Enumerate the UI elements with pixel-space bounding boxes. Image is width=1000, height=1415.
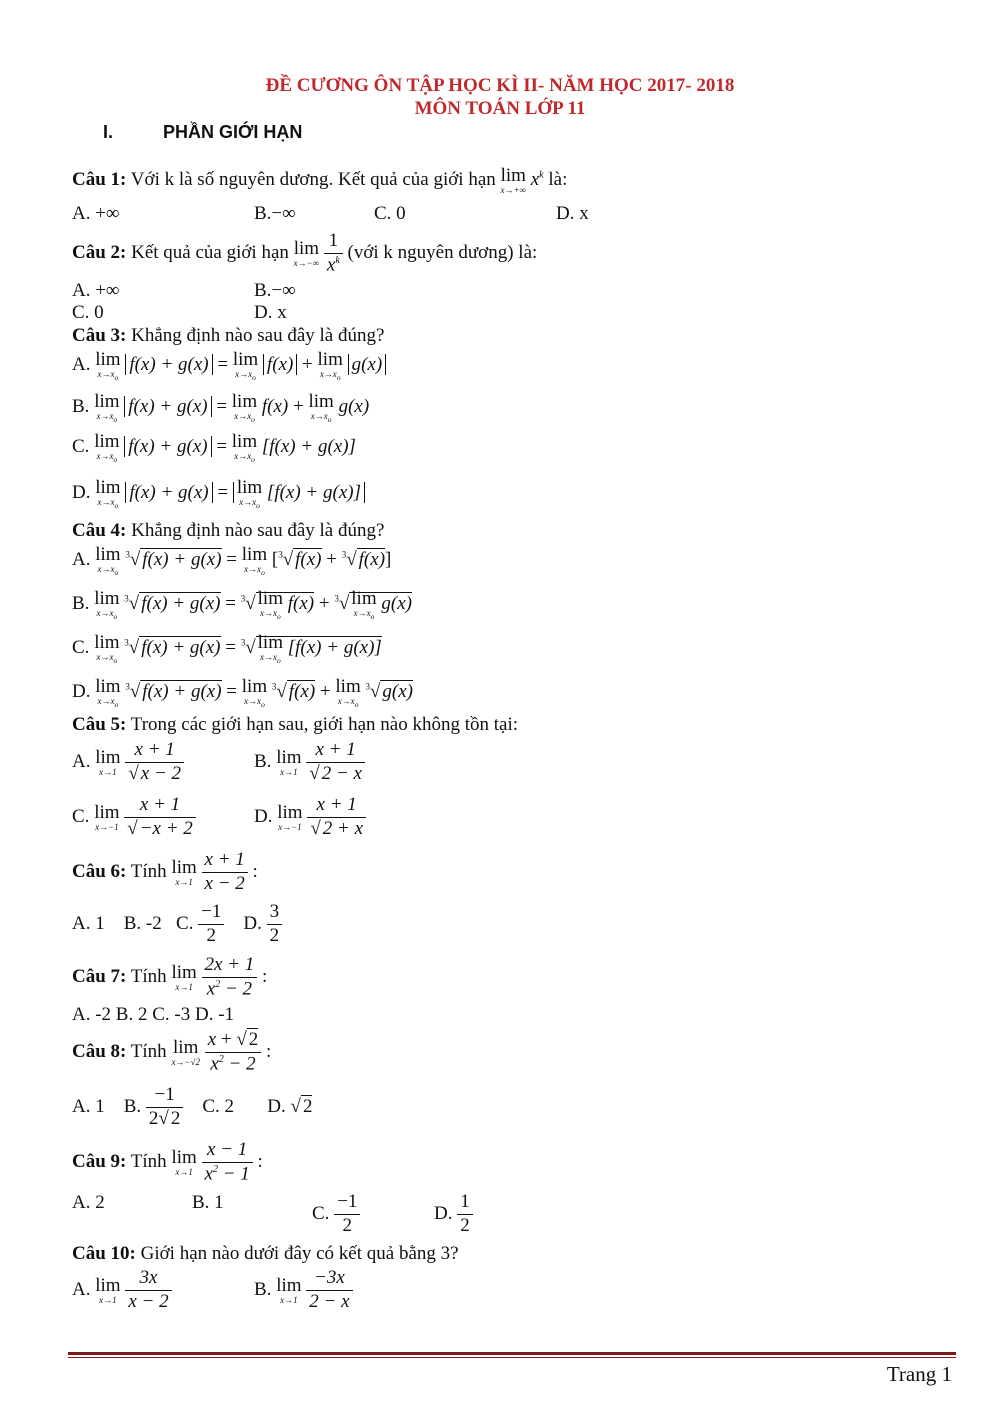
section-title: PHẦN GIỚI HẠN [163,122,303,142]
question-8: Câu 8: Tính lim x→−√2 $\frac{x + √ 2}{x^2 - 2}$ : [72,1029,272,1075]
document-title: ĐỀ CƯƠNG ÔN TẬP HỌC KÌ II- NĂM HỌC 2017- 2018 [265,75,735,96]
q2-option-a: A. +∞ [72,280,120,301]
q4-option-b: B. lim $x\to x_o$ $^3$√ f(x) + g(x) = $^3$√ lim $x\to x_o$ f(x) + $^3$√ lim $x\to x_o$ g(x) [72,588,412,621]
section-number: I. [103,122,114,142]
q2-option-d: D. x [254,302,287,323]
q5-option-a: A. lim x→1 $\frac{x + 1}{√ x - 2}$ [72,740,184,785]
question-3: Câu 3: Khẳng định nào sau đây là đúng? [72,325,385,346]
q4-option-d: D. lim $x\to x_o$ $^3$√ f(x) + g(x) = lim $x\to x_o$ $^3$√ f(x) + lim $x\to x_o$ $^3$√ g(x) [72,676,414,709]
question-5: Câu 5: Trong các giới hạn sau, giới hạn nào không tồn tại: [72,714,518,735]
question-4: Câu 4: Khẳng định nào sau đây là đúng? [72,520,385,541]
question-6: Câu 6: Tính lim x→1 $\frac{x + 1}{x - 2}$ : [72,849,258,894]
q5-option-d: D. lim x→−1 $\frac{x + 1}{√ 2 + x}$ [254,795,366,840]
q2-option-c: C. 0 [72,302,104,323]
q7-options: A. -2 B. 2 C. -3 D. -1 [72,1004,235,1025]
q4-option-c: C. lim $x\to x_o$ $^3$√ f(x) + g(x) = $^3$√ lim $x\to x_o$ [f(x) + g(x)] [72,632,382,665]
q1-option-a: A. +∞ [72,203,120,224]
question-9: Câu 9: Tính lim x→1 $\frac{x - 1}{x^2 - 1}$ : [72,1139,263,1185]
q9-options: A. 2 B. 1 C. $\frac{-1}{2}$ D. $\frac{1}{2}$ [72,1192,105,1214]
page-number: Trang 1 [886,1362,952,1386]
q4-option-a: A. lim $x\to x_o$ $^3$√ f(x) + g(x) = lim $x\to x_o$ [$^3$√ f(x) + $^3$√ f(x)] [72,544,392,577]
q10-option-a: A. lim x→1 $\frac{3x}{x - 2}$ [72,1268,172,1313]
q5-option-b: B. lim x→1 $\frac{x + 1}{√ 2 - x}$ [254,740,365,785]
q5-option-c: C. lim x→−1 $\frac{x + 1}{√ -x + 2}$ [72,795,196,840]
footer-rule [68,1352,956,1355]
question-7: Câu 7: Tính lim x→1 $\frac{2x + 1}{x^2 - 2}$ : [72,954,268,1000]
q8-options: A. 1 B. $\frac{-1}{2√ 2}$ C. 2 D. √ 2 [72,1084,313,1129]
q1-option-b: B.−∞ [254,203,296,224]
q3-option-b: B. lim $x\to x_o$ f(x) + g(x) = lim $x\to x_o$ f(x) + lim $x\to x_o$ g(x) [72,391,370,424]
q2-option-b: B.−∞ [254,280,296,301]
document-subtitle: MÔN TOÁN LỚP 11 [414,98,586,119]
question-10: Câu 10: Giới hạn nào dưới đây có kết quả bằng 3? [72,1243,459,1264]
question-1: Câu 1: Với k là số nguyên dương. Kết quả của giới hạn lim x→+∞ $x^k$ là: [72,165,568,195]
q3-option-c: C. lim $x\to x_o$ f(x) + g(x) = lim $x\to x_o$ [f(x) + g(x)] [72,431,356,464]
question-2: Câu 2: Kết quả của giới hạn lim x→−∞ $\frac{1}{x^k}$ (với k nguyên dương) là: [72,230,538,276]
q1-option-d: D. x [556,203,589,224]
q3-option-a: A. lim $x\to x_o$ f(x) + g(x) = lim $x\to x_o$ f(x) + lim $x\to x_o$ g(x) [72,350,386,381]
footer-rule-thin [68,1357,956,1358]
q3-option-d: D. lim $x\to x_o$ f(x) + g(x) = lim $x\to x_o$ [f(x) + g(x)] [72,478,365,509]
q10-option-b: B. lim x→1 $\frac{-3x}{2 - x}$ [254,1268,353,1313]
q6-options: A. 1 B. -2 C. $\frac{-1}{2}$ D. $\frac{3}{2}$ [72,902,282,947]
q1-option-c: C. 0 [374,203,406,224]
